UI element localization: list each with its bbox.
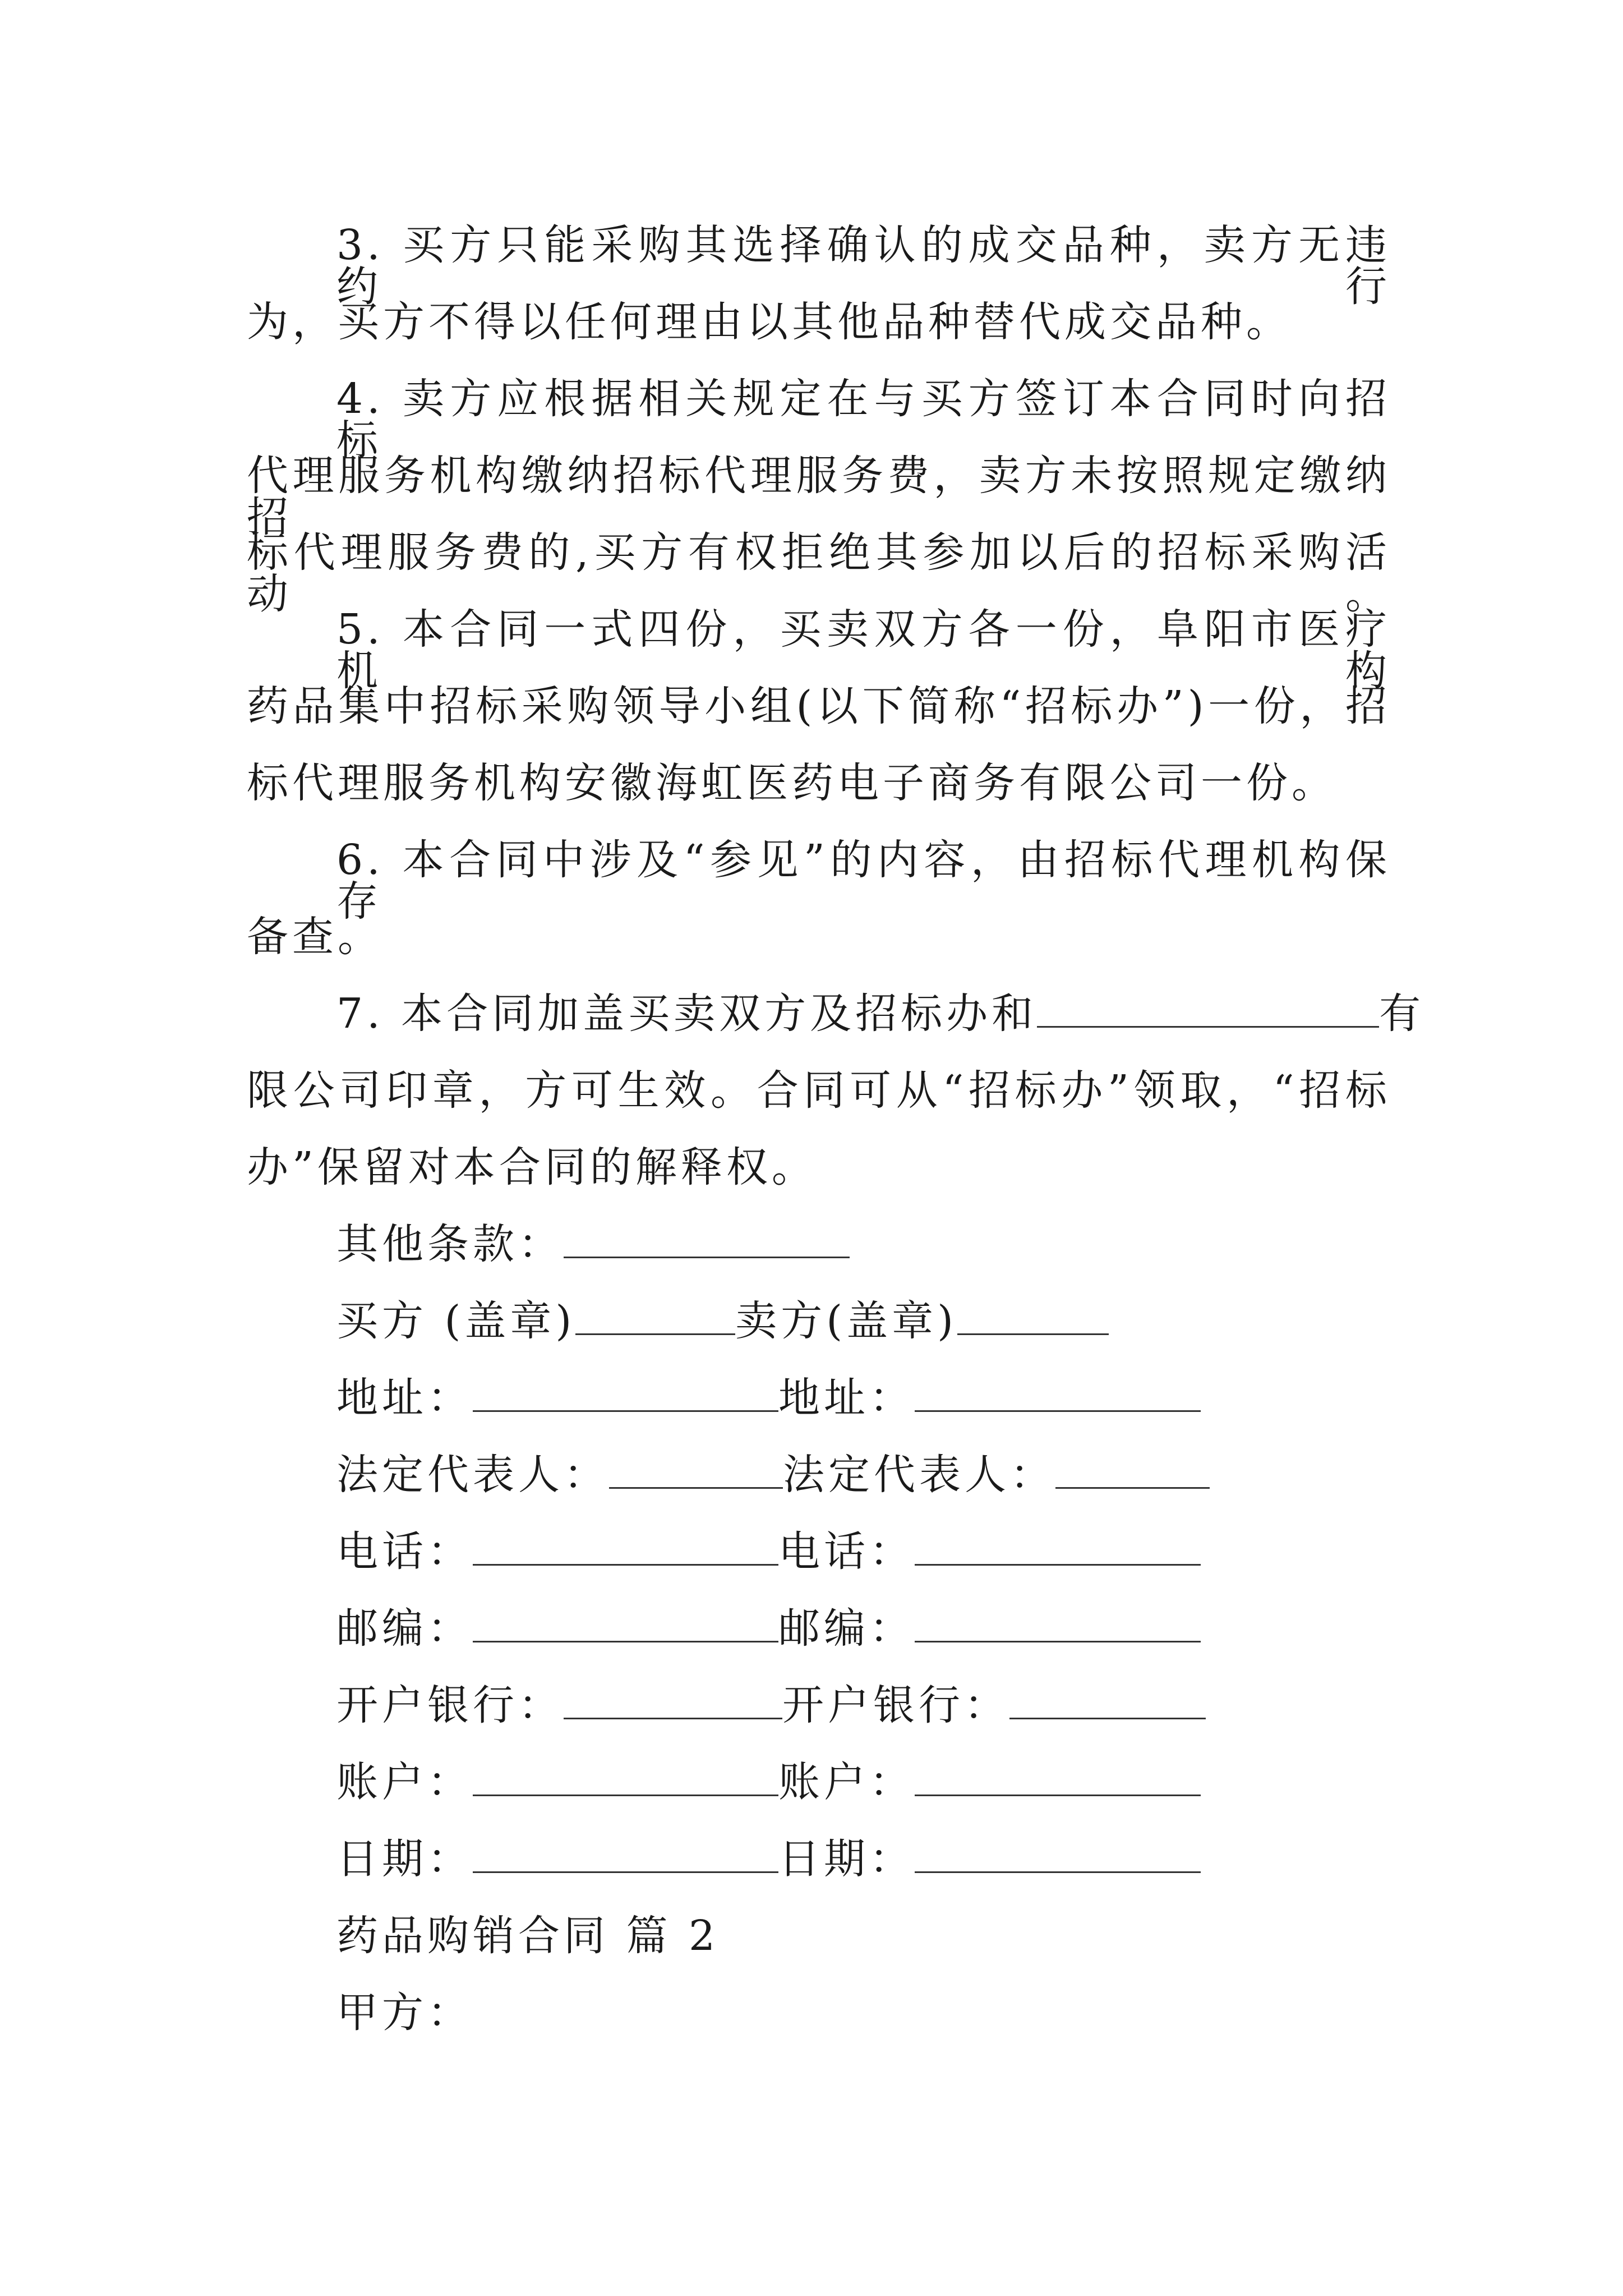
seller-postcode-blank (915, 1608, 1201, 1642)
clause-7-line-3: 办”保留对本合同的解释权。 (247, 1143, 817, 1191)
clause-5-line-3: 标代理服务机构安徽海虹医药电子商务有限公司一份。 (247, 759, 1337, 807)
buyer-address-blank (473, 1378, 778, 1412)
signature-row-postcode (336, 1604, 1481, 1653)
clause-7-line-1 (336, 990, 1425, 1038)
company-name-blank (1037, 993, 1379, 1028)
buyer-date-blank (473, 1839, 778, 1873)
seller-address-blank (915, 1378, 1201, 1412)
signature-row-date (336, 1835, 1481, 1883)
other-terms-line (336, 1220, 1481, 1268)
seller-postcode-label: 邮编： (778, 1604, 915, 1653)
buyer-address-label: 地址： (336, 1374, 473, 1422)
signature-row-bank (336, 1681, 1481, 1729)
buyer-date-label: 日期： (336, 1835, 473, 1883)
section-title: 药品购销合同 篇 2 (336, 1912, 720, 1960)
other-terms-label: 其他条款： (336, 1220, 564, 1268)
buyer-phone-label: 电话： (336, 1527, 473, 1576)
signature-row-legal-rep (336, 1451, 1481, 1499)
clause-7-line-1-suffix: 有 (1379, 990, 1425, 1038)
buyer-seal-blank (575, 1301, 735, 1335)
seal-line (336, 1297, 1481, 1345)
buyer-account-blank (473, 1762, 778, 1796)
seller-account-blank (915, 1762, 1201, 1796)
seller-seal-label: 卖方(盖章) (735, 1297, 958, 1345)
clause-4-line-2: 代理服务机构缴纳招标代理服务费，卖方未按照规定缴纳招 (247, 452, 1391, 541)
seller-date-blank (915, 1839, 1201, 1873)
clause-5-line-1: 5. 本合同一式四份，买卖双方各一份，阜阳市医疗机构 (336, 605, 1391, 695)
seller-account-label: 账户： (778, 1758, 915, 1806)
buyer-account-label: 账户： (336, 1758, 473, 1806)
seller-seal-blank (957, 1301, 1109, 1335)
clause-4-line-3: 标代理服务费的,买方有权拒绝其参加以后的招标采购活动。 (247, 528, 1391, 618)
clause-3-line-1: 3. 买方只能采购其选择确认的成交品种，卖方无违约行 (336, 221, 1391, 311)
other-terms-blank (564, 1224, 850, 1258)
signature-row-phone (336, 1527, 1481, 1576)
buyer-postcode-label: 邮编： (336, 1604, 473, 1653)
clause-7-line-1-text: 7. 本合同加盖买卖双方及招标办和 (336, 990, 1038, 1038)
clause-3-line-2: 为，买方不得以任何理由以其他品种替代成交品种。 (247, 298, 1292, 346)
clause-7-line-2: 限公司印章，方可生效。合同可从“招标办”领取，“招标 (247, 1066, 1391, 1115)
seller-bank-blank (1009, 1685, 1206, 1719)
buyer-bank-blank (564, 1685, 782, 1719)
signature-row-account (336, 1758, 1481, 1806)
seller-phone-label: 电话： (778, 1527, 915, 1576)
seller-legal-rep-label: 法定代表人： (783, 1451, 1055, 1499)
clause-4-line-1: 4. 卖方应根据相关规定在与买方签订本合同时向招标 (336, 375, 1391, 464)
buyer-legal-rep-blank (609, 1455, 783, 1489)
seller-date-label: 日期： (778, 1835, 915, 1883)
clause-6-line-2: 备查。 (247, 913, 383, 961)
buyer-legal-rep-label: 法定代表人： (336, 1451, 609, 1499)
clause-5-line-2: 药品集中招标采购领导小组(以下简称“招标办”)一份，招 (247, 682, 1391, 730)
seller-legal-rep-blank (1055, 1455, 1210, 1489)
buyer-postcode-blank (473, 1608, 778, 1642)
buyer-phone-blank (473, 1531, 778, 1566)
signature-row-address (336, 1374, 1481, 1422)
party-a-label: 甲方： (336, 1989, 473, 2037)
seller-phone-blank (915, 1531, 1201, 1566)
seller-address-label: 地址： (778, 1374, 915, 1422)
buyer-seal-label: 买方 (盖章) (336, 1297, 576, 1345)
buyer-bank-label: 开户银行： (336, 1681, 564, 1729)
seller-bank-label: 开户银行： (782, 1681, 1009, 1729)
clause-6-line-1: 6. 本合同中涉及“参见”的内容，由招标代理机构保存 (336, 836, 1391, 926)
